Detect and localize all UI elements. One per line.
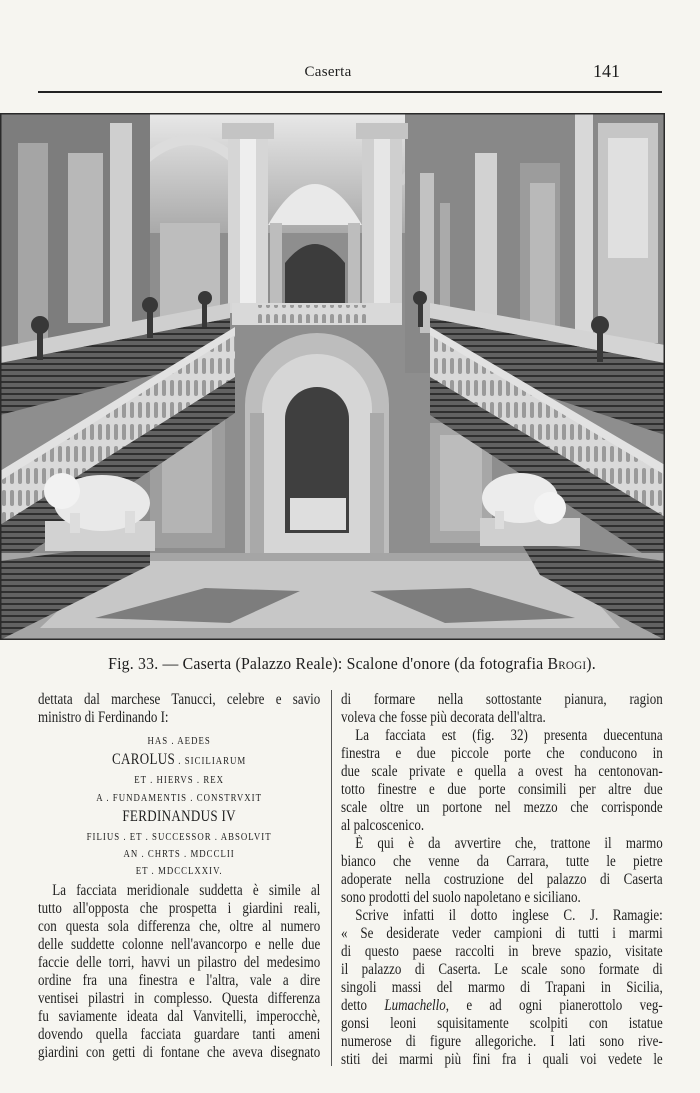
inscription-line (38, 808, 320, 826)
text-segment: , e ad ogni pianerottolo veg- (445, 997, 663, 1014)
text-line: giardini con getti di fontane che aveva disegnato (38, 1044, 321, 1061)
inscription-line (38, 844, 320, 862)
column-divider (331, 690, 332, 1066)
column-left (222, 123, 274, 313)
text-line: fu saviamente ideata dal Vanvitelli, imperocchè, (38, 1008, 321, 1025)
staircase-photograph (0, 113, 665, 640)
header-rule (38, 91, 662, 93)
text-line: di questo paese raccolti in breve spazio, visitate (341, 943, 663, 960)
text-line: due scale private e quella a ovest ha centonovan- (341, 763, 663, 780)
text-line: Scrive infatti il dotto inglese C. J. Ramagie: (355, 907, 663, 924)
text-line: tutto all'opposta che prospetta i giardini reali, (38, 900, 321, 917)
inscription-line (38, 731, 320, 749)
text-line: con questa sola differenza che, oltre al numero (38, 918, 321, 935)
figure-caption (43, 654, 661, 674)
inscription-name: CAROLUS (111, 751, 176, 768)
inscription-text: AN . CHRTS . MDCCLII (123, 849, 235, 860)
inscription-text: A . FUNDAMENTIS . CONSTRVXIT (96, 793, 262, 804)
italic-term: Lumachello (384, 997, 446, 1014)
caption-text: Fig. 33. — Caserta (Palazzo Reale): Scalone d'onore (da fotografia (108, 654, 548, 673)
text-line: stiti dei marmi più fini fra i quali voi vedete le (341, 1051, 663, 1068)
inscription-line (38, 788, 320, 806)
inscription-text: . SICILIARUM (175, 756, 247, 767)
text-line: adoperate nella costruzione del palazzo di Caserta (341, 871, 663, 888)
text-line: finestra e due piccole porte che conducono in (341, 745, 663, 762)
inscription-text: ET . HIERVS . REX (134, 775, 225, 786)
text-line: ordine fra una finestra e l'altra, vale a dire (38, 972, 321, 989)
text-line: bianco che venne da Carrara, tutte le pietre (341, 853, 663, 870)
text-line: il palazzo di Caserta. Le scale sono formate di (341, 961, 663, 978)
central-arch (245, 333, 389, 563)
text-line: dovendo quella facciata guardare tanti ameni (38, 1026, 321, 1043)
text-line: numerose di figure allegoriche. I lati sono rive- (341, 1033, 663, 1050)
inscription-text: ET . MDCCLXXIV. (135, 866, 223, 877)
inscription-line (38, 861, 320, 879)
caption-end: ). (586, 654, 596, 673)
text-line: di formare nella sottostante pianura, ragion (341, 691, 663, 708)
central-balustrade (232, 303, 402, 325)
text-line: totto finestre e due porte consimili per altre due (341, 781, 663, 798)
text-line: voleva che fosse più decorata dell'altra. (341, 709, 546, 726)
text-line: sono prodotti del suolo napoletano e siciliano. (341, 889, 581, 906)
running-title: Caserta (304, 64, 352, 80)
inscription-name: FERDINANDUS IV (122, 808, 236, 825)
text-line: È qui è da avvertire che, trattone il marmo (355, 835, 663, 852)
inscription-text: HAS . AEDES (147, 736, 211, 747)
text-line: « Se desiderate veder campioni di tutti i marmi (341, 925, 663, 942)
inscription-text: FILIUS . ET . SUCCESSOR . ABSOLVIT (86, 832, 272, 843)
text-line (341, 997, 663, 1015)
text-line: faccie delle torri, havvi un pilastro del medesimo (38, 954, 321, 971)
inscription-line (38, 827, 320, 845)
text-line: gonsi leoni squisitamente scolpiti con istatue (341, 1015, 663, 1032)
text-line: al palcoscenico. (341, 817, 425, 834)
text-line: ventisei pilastri in complesso. Questa differenza (38, 990, 321, 1007)
inscription-line (38, 751, 320, 769)
inscription-line (38, 770, 320, 788)
text-line: La facciata meridionale suddetta è simile al (52, 882, 321, 899)
text-line: scale oltre un portone nel mezzo che corrisponde (341, 799, 663, 816)
text-segment: detto (341, 997, 385, 1014)
text-line: dettata dal marchese Tanucci, celebre e savio (38, 691, 321, 708)
column-right (356, 123, 408, 313)
text-line: ministro di Ferdinando I: (38, 709, 169, 726)
text-line: singoli massi del marmo di Trapani in Sicilia, (341, 979, 663, 996)
text-line: La facciata est (fig. 32) presenta duecentuna (355, 727, 663, 744)
page-number: 141 (593, 61, 620, 81)
caption-credit: Brogi (547, 654, 587, 673)
text-line: delle suddette colonne nell'avancorpo e nelle due (38, 936, 321, 953)
